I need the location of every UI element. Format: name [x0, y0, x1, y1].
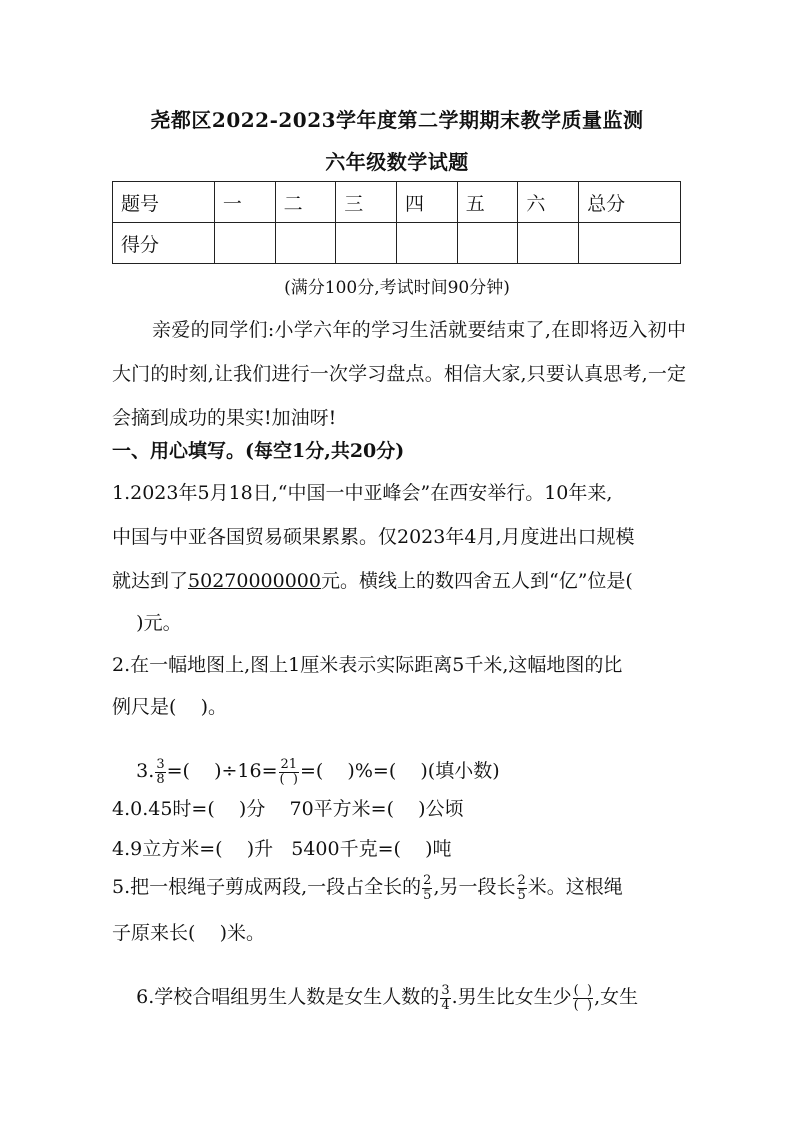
q5-post: 米。这根绳: [527, 876, 623, 898]
q3-f2-numerator: 21: [280, 756, 297, 772]
q3-tail: =( )%=( )(填小数): [299, 760, 500, 782]
exam-note: (满分100分,考试时间90分钟): [284, 278, 510, 298]
q1-line3: [112, 566, 633, 593]
q5-line1: [112, 872, 623, 903]
score-cell-3: 三: [336, 182, 397, 223]
score-input-5[interactable]: [457, 223, 518, 264]
score-table: [112, 181, 681, 264]
q6-pre: 6.学校合唱组男生人数是女生人数的: [136, 986, 440, 1008]
score-table-score-row: [113, 223, 681, 264]
q1-line2: 中国与中亚各国贸易硕果累累。仅2023年4月,月度进出口规模: [112, 526, 635, 548]
q3-f1-denominator: 8: [156, 771, 165, 787]
q5-pre: 5.把一根绳子剪成两段,一段占全长的: [112, 876, 422, 898]
score-cell-4: 四: [396, 182, 457, 223]
score-input-2[interactable]: [275, 223, 336, 264]
exam-subtitle: 六年级数学试题: [325, 150, 469, 174]
score-cell-6: 六: [518, 182, 579, 223]
q5-f1-denominator: 5: [423, 887, 432, 903]
q5-line2: 子原来长( )米。: [112, 922, 265, 944]
score-cell-1: 一: [214, 182, 275, 223]
q3-fraction-2: [279, 758, 299, 787]
q3-fraction-1: [155, 758, 165, 787]
q6-f1-denominator: 4: [441, 997, 450, 1013]
q1-underlined-number: 50270000000: [188, 570, 321, 592]
q6-mid: .男生比女生少: [451, 986, 572, 1008]
q6-f2-numerator: ( ): [573, 982, 593, 998]
q1-line1: 1.2023年5月18日,“中国一中亚峰会”在西安举行。10年来,: [112, 482, 613, 504]
q6-post: ,女生: [594, 986, 639, 1008]
q5-f1-numerator: 2: [423, 872, 432, 888]
q6-fraction-1: [440, 984, 450, 1013]
q3-f2-denominator: ( ): [279, 771, 298, 787]
q5-mid: ,另一段长: [433, 876, 516, 898]
q1-line3-pre: 就达到了: [112, 570, 189, 592]
score-input-total[interactable]: [579, 223, 681, 264]
q4-line1: 4.0.45时=( )分 70平方米=( )公顷: [112, 798, 464, 820]
q4-line2: 4.9立方米=( )升 5400千克=( )吨: [112, 838, 452, 860]
exam-title: 尧都区2022-2023学年度第二学期期末教学质量监测: [150, 108, 644, 132]
q6-fraction-2: [573, 984, 593, 1013]
q5-fraction-2: [517, 874, 527, 903]
score-row-label: 得分: [113, 223, 215, 264]
q5-f2-denominator: 5: [517, 887, 526, 903]
section-1-heading: 一、用心填写。(每空1分,共20分): [112, 440, 405, 462]
score-input-1[interactable]: [214, 223, 275, 264]
score-input-4[interactable]: [396, 223, 457, 264]
q6-f2-denominator: ( ): [573, 997, 593, 1013]
q5-fraction-1: [422, 874, 432, 903]
score-input-3[interactable]: [336, 223, 397, 264]
q2-line2: 例尺是( )。: [112, 696, 227, 718]
score-cell-label: 题号: [113, 182, 215, 223]
score-cell-5: 五: [457, 182, 518, 223]
q1-line3-post: 元。横线上的数四舍五人到“亿”位是(: [321, 570, 633, 592]
q6-line1: [112, 960, 638, 1035]
score-input-6[interactable]: [518, 223, 579, 264]
intro-paragraph: 亲爱的同学们:小学六年的学习生活就要结束了,在即将迈入初中大门的时刻,让我们进行一次学习盘点。相信大家,只要认真思考,一定会摘到成功的果实!加油呀!: [112, 319, 686, 429]
q3-prefix: 3.: [136, 760, 155, 782]
score-table-header-row: [113, 182, 681, 223]
q6-f1-numerator: 3: [441, 982, 450, 998]
q3-mid: =( )÷16=: [166, 760, 278, 782]
q3-f1-numerator: 3: [156, 756, 165, 772]
score-cell-total: 总分: [579, 182, 681, 223]
q5-f2-numerator: 2: [517, 872, 526, 888]
score-cell-2: 二: [275, 182, 336, 223]
q2-line1: 2.在一幅地图上,图上1厘米表示实际距离5千米,这幅地图的比: [112, 654, 623, 676]
q1-line4: )元。: [112, 612, 182, 634]
